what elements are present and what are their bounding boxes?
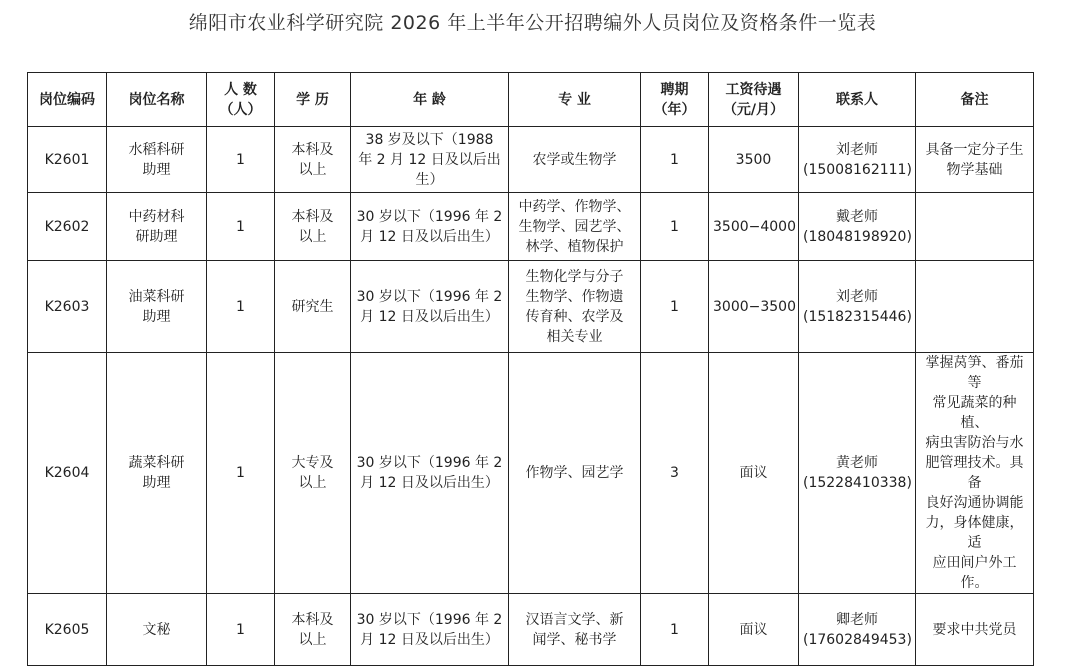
headcount: 1 — [207, 594, 275, 666]
position-code: K2604 — [28, 353, 107, 594]
header-cell: 联系人 — [799, 73, 916, 127]
table-row — [28, 193, 1034, 261]
table-row — [28, 353, 1034, 594]
positions-table — [27, 72, 1034, 666]
major: 中药学、作物学、 生物学、园艺学、 林学、植物保护 — [509, 193, 641, 261]
contract-term: 1 — [641, 127, 709, 193]
position-code: K2603 — [28, 261, 107, 353]
table-row — [28, 594, 1034, 666]
major: 汉语言文学、新 闻学、秘书学 — [509, 594, 641, 666]
contact: 戴老师 (18048198920) — [799, 193, 916, 261]
header-cell: 岗位编码 — [28, 73, 107, 127]
contract-term: 1 — [641, 594, 709, 666]
header-cell: 聘期 （年） — [641, 73, 709, 127]
position-name: 文秘 — [107, 594, 207, 666]
header-cell: 人 数 （人） — [207, 73, 275, 127]
education: 本科及 以上 — [275, 594, 351, 666]
header-cell: 备注 — [916, 73, 1034, 127]
headcount: 1 — [207, 261, 275, 353]
note — [916, 261, 1034, 353]
education: 研究生 — [275, 261, 351, 353]
salary: 面议 — [709, 353, 799, 594]
contact: 黄老师 (15228410338) — [799, 353, 916, 594]
contact: 刘老师 (15008162111) — [799, 127, 916, 193]
table-row — [28, 127, 1034, 193]
headcount: 1 — [207, 353, 275, 594]
age-requirement: 30 岁以下（1996 年 2 月 12 日及以后出生） — [351, 261, 509, 353]
contact: 刘老师 (15182315446) — [799, 261, 916, 353]
education: 大专及 以上 — [275, 353, 351, 594]
age-requirement: 30 岁以下（1996 年 2 月 12 日及以后出生） — [351, 193, 509, 261]
salary: 3500 — [709, 127, 799, 193]
position-name: 水稻科研 助理 — [107, 127, 207, 193]
table-header-row — [28, 73, 1034, 127]
note: 掌握莴笋、番茄等 常见蔬菜的种植、 病虫害防治与水 肥管理技术。具备 良好沟通协调能 力，身体健康，适 应田间户外工作。 — [916, 353, 1034, 594]
page-title: 绵阳市农业科学研究院 2026 年上半年公开招聘编外人员岗位及资格条件一览表 — [188, 12, 877, 34]
header-cell: 年 龄 — [351, 73, 509, 127]
note: 要求中共党员 — [916, 594, 1034, 666]
major: 生物化学与分子 生物学、作物遗 传育种、农学及 相关专业 — [509, 261, 641, 353]
note: 具备一定分子生 物学基础 — [916, 127, 1034, 193]
position-code: K2605 — [28, 594, 107, 666]
contract-term: 1 — [641, 261, 709, 353]
age-requirement: 38 岁及以下（1988 年 2 月 12 日及以后出 生） — [351, 127, 509, 193]
header-cell: 学 历 — [275, 73, 351, 127]
headcount: 1 — [207, 127, 275, 193]
contract-term: 1 — [641, 193, 709, 261]
position-code: K2601 — [28, 127, 107, 193]
position-name: 蔬菜科研 助理 — [107, 353, 207, 594]
header-cell: 工资待遇 （元/月） — [709, 73, 799, 127]
note — [916, 193, 1034, 261]
contract-term: 3 — [641, 353, 709, 594]
contact: 卿老师 (17602849453) — [799, 594, 916, 666]
major: 农学或生物学 — [509, 127, 641, 193]
position-code: K2602 — [28, 193, 107, 261]
major: 作物学、园艺学 — [509, 353, 641, 594]
position-name: 油菜科研 助理 — [107, 261, 207, 353]
education: 本科及 以上 — [275, 127, 351, 193]
age-requirement: 30 岁以下（1996 年 2 月 12 日及以后出生） — [351, 353, 509, 594]
position-name: 中药材科 研助理 — [107, 193, 207, 261]
header-cell: 专 业 — [509, 73, 641, 127]
header-cell: 岗位名称 — [107, 73, 207, 127]
education: 本科及 以上 — [275, 193, 351, 261]
table-row — [28, 261, 1034, 353]
salary: 3500−4000 — [709, 193, 799, 261]
headcount: 1 — [207, 193, 275, 261]
salary: 3000−3500 — [709, 261, 799, 353]
salary: 面议 — [709, 594, 799, 666]
age-requirement: 30 岁以下（1996 年 2 月 12 日及以后出生） — [351, 594, 509, 666]
